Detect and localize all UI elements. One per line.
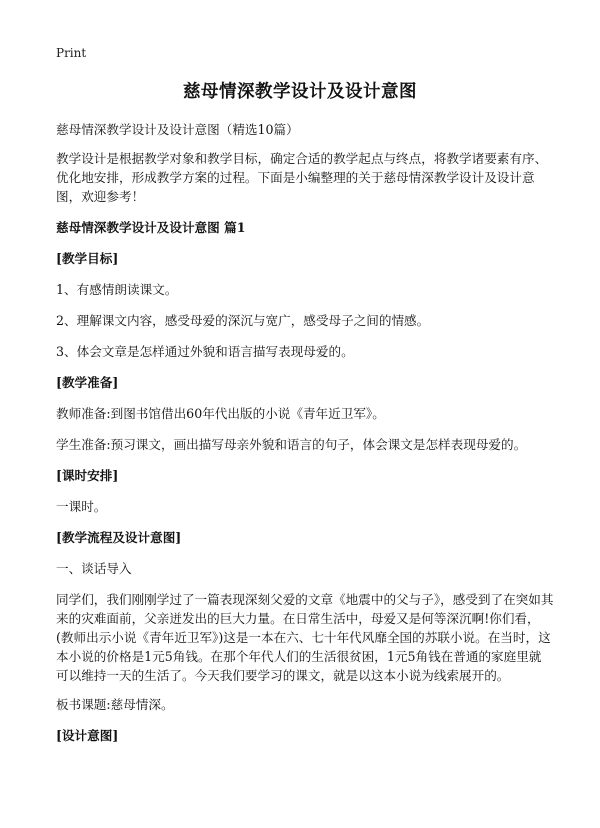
goal-item-1: 1、有感情朗读课文。 xyxy=(56,282,178,297)
prep-heading: [教学准备] xyxy=(56,375,119,390)
process-step-1: 一、谈话导入 xyxy=(56,561,132,576)
schedule-body: 一课时。 xyxy=(56,499,107,514)
document-body xyxy=(56,120,554,757)
goal-item-3: 3、体会文章是怎样通过外貌和语言描写表现母爱的。 xyxy=(56,344,354,359)
section-title: 慈母情深教学设计及设计意图 篇1 xyxy=(56,220,246,235)
intro-paragraph: 教学设计是根据教学对象和教学目标，确定合适的教学起点与终点，将教学诸要素有序、优化地安排，形成教学方案的过程。下面是小编整理的关于慈母情深教学设计及设计意图，欢迎参考！ xyxy=(56,151,548,204)
intent-heading: [设计意图] xyxy=(56,728,119,743)
prep-teacher: 教师准备:到图书馆借出60年代出版的小说《青年近卫军》。 xyxy=(56,406,385,421)
process-heading: [教学流程及设计意图] xyxy=(56,530,182,545)
print-link[interactable]: Print xyxy=(56,46,87,60)
schedule-heading: [课时安排] xyxy=(56,468,119,483)
page-title: 慈母情深教学设计及设计意图 xyxy=(183,82,417,102)
goal-item-2: 2、理解课文内容，感受母爱的深沉与宽广，感受母子之间的情感。 xyxy=(56,313,430,328)
blackboard-note: 板书课题:慈母情深。 xyxy=(56,697,174,712)
process-paragraph: 同学们，我们刚刚学过了一篇表现深刻父爱的文章《地震中的父与子》，感受到了在突如其来的灾难面前，父亲迸发出的巨大力量。在日常生活中，母爱又是何等深沉啊!你们看，(教师出示小说《青年近卫军》)这是一本在六、七十年代风靡全国的苏联小说。在当时，这本小说的价格是1元5角钱。在那个年代人们的生活很贫困，1元5角钱在普通的家庭里就可以维持一天的生活了。今天我们要学习的课文，就是以这本小说为线索展开的。 xyxy=(56,592,554,683)
document-subtitle: 慈母情深教学设计及设计意图（精选10篇） xyxy=(56,122,299,137)
prep-student: 学生准备:预习课文，画出描写母亲外貌和语言的句子，体会课文是怎样表现母爱的。 xyxy=(56,437,527,452)
goals-heading: [教学目标] xyxy=(56,251,119,266)
